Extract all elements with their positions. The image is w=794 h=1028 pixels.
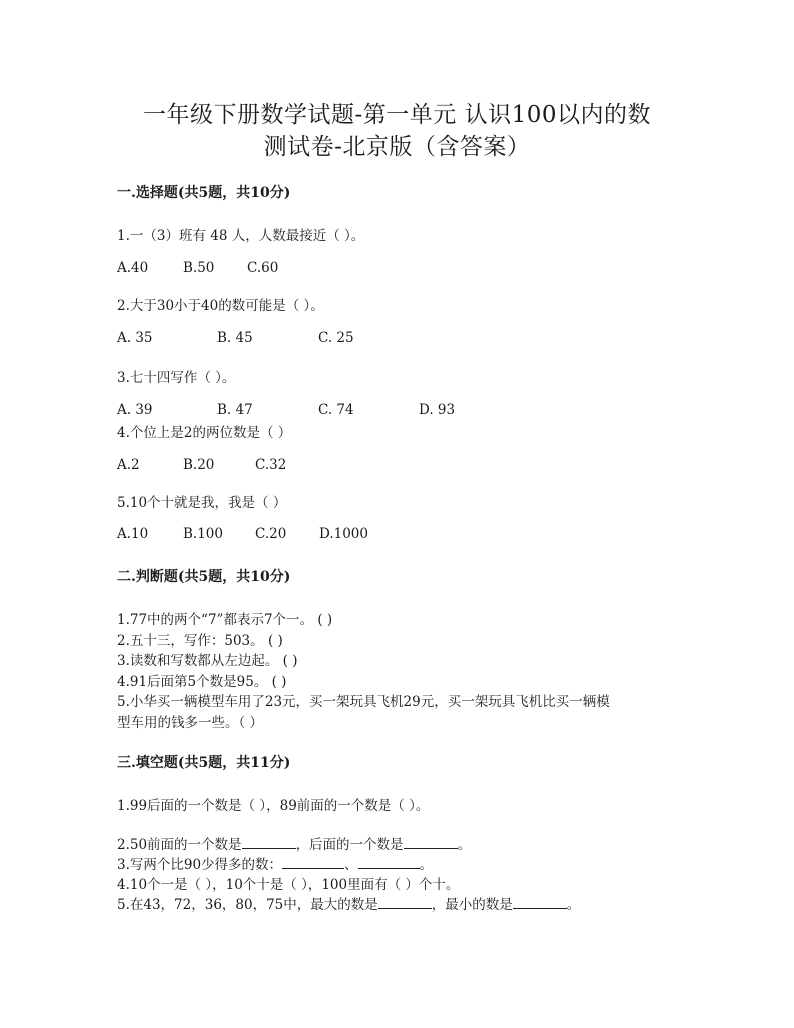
option: C.32: [255, 457, 287, 473]
choice-question-4: 4.个位上是2的两位数是（ ）: [117, 425, 292, 441]
fill-question-4: 4.10个一是（ ），10个十是（ ），100里面有（ ）个十。: [117, 877, 460, 893]
text: 5.在43，72，36，80，75中，最大的数是: [117, 897, 378, 913]
option: A. 35: [117, 330, 153, 346]
option: A.2: [117, 457, 140, 473]
judge-question-4: 4.91后面第5个数是95。 ( ): [117, 674, 287, 690]
option: B. 47: [217, 402, 253, 418]
judge-question-3: 3.读数和写数都从左边起。 ( ): [117, 653, 298, 669]
fill-question-5: [117, 893, 580, 913]
text: ，后面的一个数是: [295, 837, 404, 853]
answer-blank[interactable]: [378, 896, 432, 909]
text: 。: [457, 837, 472, 853]
answer-blank[interactable]: [242, 836, 296, 849]
answer-blank[interactable]: [358, 856, 420, 869]
option: C.60: [247, 260, 279, 276]
text: 。: [419, 857, 434, 873]
option: C. 74: [318, 402, 354, 418]
fill-question-3: [117, 853, 433, 873]
fill-question-1: 1.99后面的一个数是（ ），89前面的一个数是（ ）。: [117, 798, 430, 814]
answer-blank[interactable]: [282, 856, 344, 869]
answer-blank[interactable]: [513, 896, 567, 909]
judge-question-5-line1: 5.小华买一辆模型车用了23元，买一架玩具飞机29元，买一架玩具飞机比买一辆模: [117, 694, 610, 710]
text: 2.50前面的一个数是: [117, 837, 242, 853]
option: C. 25: [318, 330, 354, 346]
choice-question-2: 2.大于30小于40的数可能是（ ）。: [117, 298, 324, 314]
text: 3.写两个比90少得多的数：: [117, 857, 283, 873]
text: ，最小的数是: [431, 897, 513, 913]
option: B.100: [183, 526, 223, 542]
option: D. 93: [419, 402, 456, 418]
text: 、: [344, 857, 358, 873]
section-judge-heading: 二.判断题(共5题，共10分): [117, 569, 291, 585]
choice-question-5: 5.10个十就是我，我是（ ）: [117, 495, 287, 511]
option: B.20: [183, 457, 215, 473]
option: A. 39: [117, 402, 153, 418]
option: C.20: [255, 526, 287, 542]
option: B. 45: [217, 330, 253, 346]
text: 。: [566, 897, 581, 913]
option: B.50: [183, 260, 215, 276]
judge-question-1: 1.77中的两个“7”都表示7个一。 ( ): [117, 612, 333, 628]
page-title-line2: 测试卷-北京版（含答案）: [263, 134, 531, 160]
option: D.1000: [319, 526, 368, 542]
section-fill-heading: 三.填空题(共5题，共11分): [117, 755, 291, 771]
option: A.40: [117, 260, 149, 276]
choice-question-1: 1.一（3）班有 48 人，人数最接近（ ）。: [117, 228, 365, 244]
judge-question-5-line2: 型车用的钱多一些。（ ）: [117, 715, 264, 731]
section-choice-heading: 一.选择题(共5题，共10分): [117, 185, 291, 201]
choice-question-3: 3.七十四写作（ ）。: [117, 370, 236, 386]
judge-question-2: 2.五十三，写作：503。 ( ): [117, 633, 283, 649]
answer-blank[interactable]: [404, 836, 458, 849]
option: A.10: [117, 526, 149, 542]
fill-question-2: [117, 833, 471, 853]
page-title-line1: 一年级下册数学试题-第一单元 认识100以内的数: [143, 102, 651, 128]
